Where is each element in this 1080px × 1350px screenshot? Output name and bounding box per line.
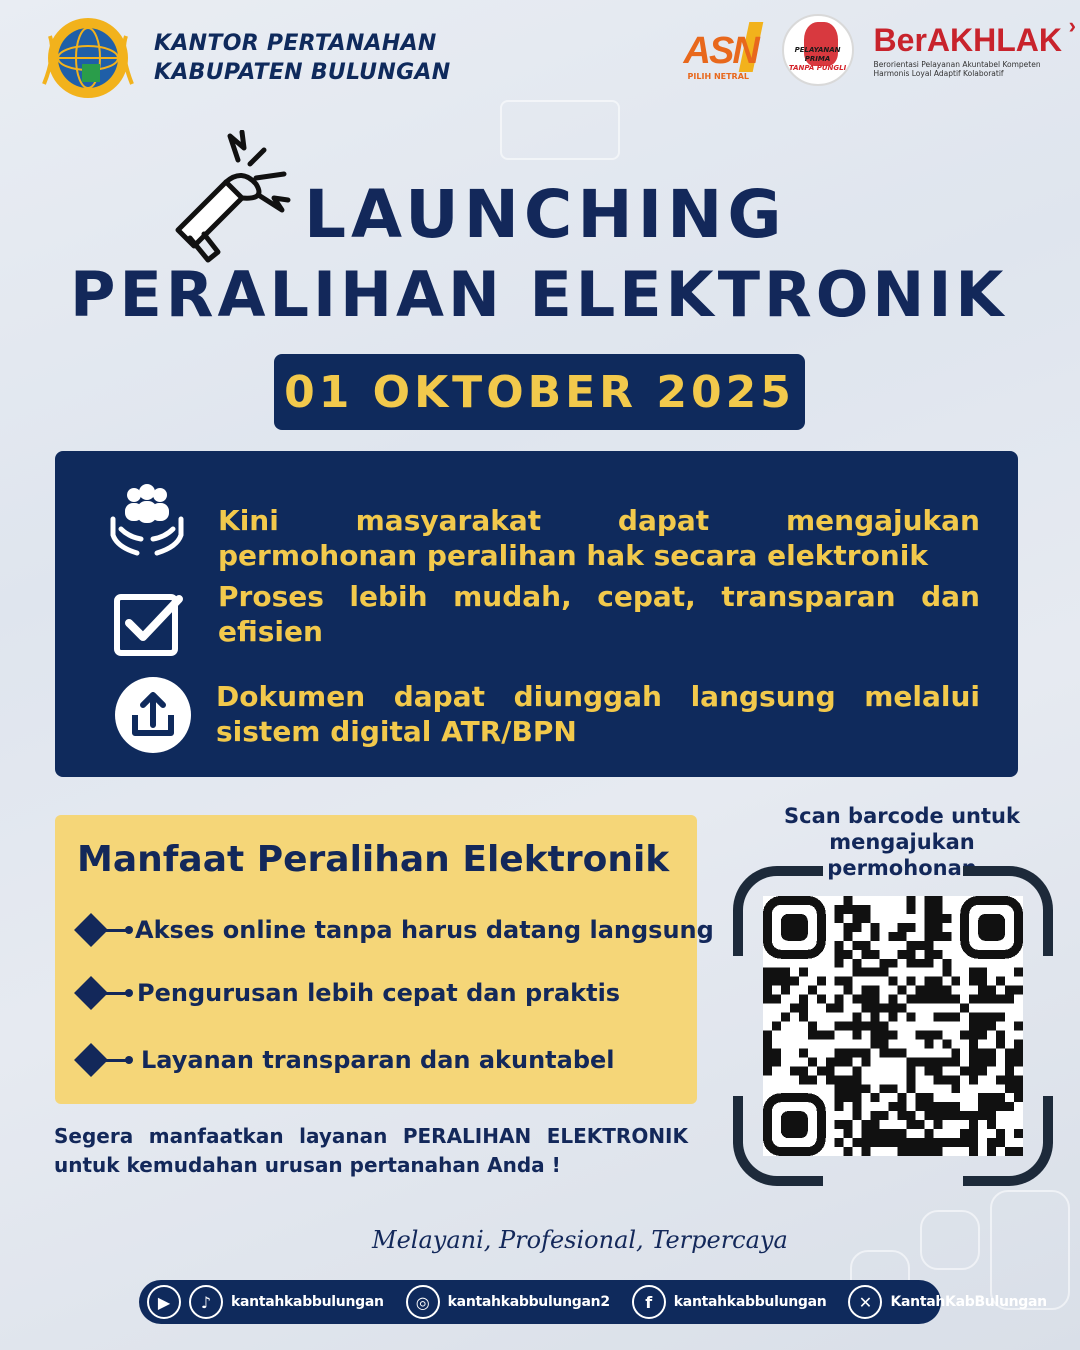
checkbox-icon — [107, 583, 187, 663]
call-to-action: Segera manfaatkan layanan PERALIHAN ELEKTRONIK untuk kemudahan urusan pertanahan Anda ! — [54, 1124, 688, 1177]
info-text: Kini masyarakat dapat mengajukan permohonan peralihan hak secara elektronik — [218, 504, 980, 572]
title-launching: LAUNCHING — [304, 176, 787, 253]
qr-caption: Scan barcode untuk mengajukan permohonan — [784, 804, 1020, 880]
qr-code[interactable] — [763, 896, 1023, 1156]
office-name-line2: KABUPATEN BULUNGAN — [154, 60, 451, 85]
benefits-title: Manfaat Peralihan Elektronik — [77, 839, 670, 880]
social-x[interactable]: ✕ KantahKabBulungan — [848, 1285, 1046, 1319]
diamond-bullet-icon — [71, 973, 135, 1013]
x-icon: ✕ — [848, 1285, 882, 1319]
date-badge — [274, 354, 805, 430]
youtube-icon: ▶ — [147, 1285, 181, 1319]
benefit-item — [71, 1040, 615, 1080]
facebook-icon: f — [632, 1285, 666, 1319]
berakhlak-logo: BerAKHLAK › Berorientasi Pelayanan Akuntabel Kompeten Harmonis Loyal Adaptif Kolaboratif — [873, 12, 1076, 78]
title-peralihan-elektronik: PERALIHAN ELEKTRONIK — [70, 258, 1008, 331]
benefit-item — [71, 910, 714, 950]
bpn-logo — [36, 14, 140, 102]
community-hands-icon — [107, 481, 187, 561]
social-facebook[interactable]: f kantahkabbulungan — [632, 1285, 827, 1319]
header-office — [36, 14, 450, 102]
social-instagram[interactable]: ◎ kantahkabbulungan2 — [406, 1285, 610, 1319]
info-text: Proses lebih mudah, cepat, transparan dan efisien — [218, 580, 980, 648]
benefits-panel — [55, 815, 714, 1104]
megaphone-icon — [164, 130, 294, 270]
info-item — [55, 575, 1018, 671]
asn-logo: ASN PILIH NETRAL — [682, 14, 762, 86]
social-bar — [139, 1280, 1047, 1324]
benefit-item — [71, 973, 620, 1013]
office-name-line1: KANTOR PERTANAHAN — [154, 31, 437, 56]
header-logos — [682, 12, 1076, 86]
benefit-text: Layanan transparan dan akuntabel — [141, 1046, 615, 1074]
benefit-text: Pengurusan lebih cepat dan praktis — [137, 979, 621, 1007]
info-item — [55, 673, 1018, 769]
info-panel — [55, 451, 1018, 777]
qr-frame — [733, 866, 1053, 1186]
info-item — [55, 475, 1018, 571]
info-text: Dokumen dapat diunggah langsung melalui sistem digital ATR/BPN — [216, 680, 980, 748]
diamond-bullet-icon — [71, 910, 135, 950]
launch-date: 01 OKTOBER 2025 — [284, 366, 795, 418]
tiktok-icon: ♪ — [189, 1285, 223, 1319]
tagline: Melayani, Profesional, Terpercaya — [372, 1226, 788, 1254]
pelayanan-prima-logo: PELAYANAN PRIMA TANPA PUNGLI — [782, 14, 854, 86]
upload-icon — [113, 675, 193, 755]
diamond-bullet-icon — [71, 1040, 135, 1080]
instagram-icon: ◎ — [406, 1285, 440, 1319]
social-youtube-tiktok[interactable]: ▶ ♪ kantahkabbulungan — [147, 1285, 384, 1319]
benefit-text: Akses online tanpa harus datang langsung — [135, 916, 714, 944]
